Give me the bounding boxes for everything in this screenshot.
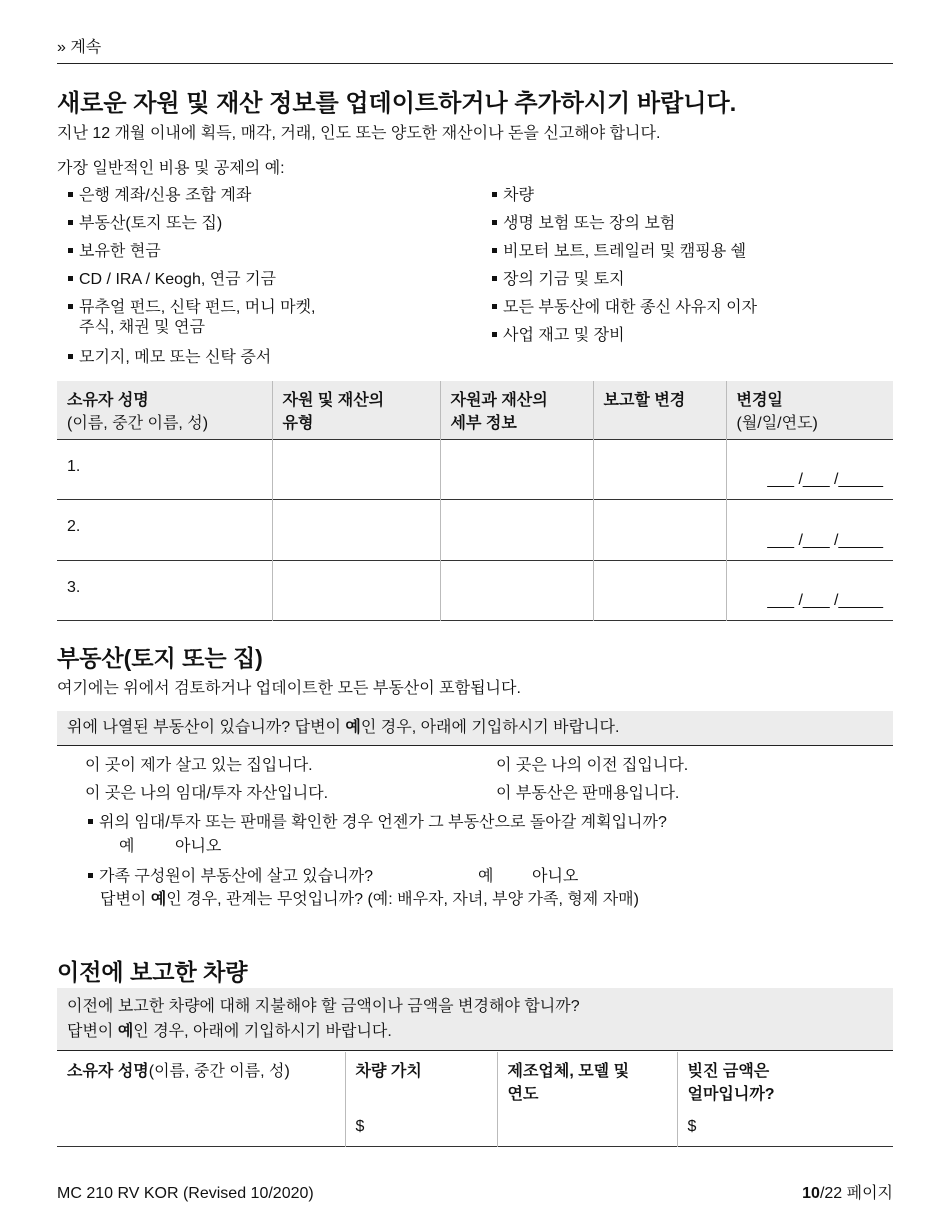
return-no[interactable]: 아니오 xyxy=(175,838,222,855)
header-change: 보고할 변경 xyxy=(593,381,726,440)
details-cell[interactable] xyxy=(440,500,593,561)
intro-text: 지난 12 개월 이내에 획득, 매각, 거래, 인도 또는 양도한 재산이나 돈을 신고해야 합니다. xyxy=(57,125,661,142)
examples-label: 가장 일반적인 비용 및 공제의 예: xyxy=(57,160,285,177)
owner-name-cell[interactable]: 소유자 성명(이름, 중간 이름, 성) xyxy=(67,1063,290,1080)
table-row xyxy=(57,500,893,561)
vehicle-question: 이전에 보고한 차량에 대해 지불해야 할 금액이나 금액을 변경해야 합니까? 답변이 예인 경우, 아래에 기입하시기 바랍니다. xyxy=(57,988,893,1051)
form-id: MC 210 RV KOR (Revised 10/2020) xyxy=(57,1185,314,1202)
table-header-row xyxy=(57,381,893,440)
intro-text: 여기에는 위에서 검토하거나 업데이트한 모든 부동산이 포함됩니다. xyxy=(57,680,521,697)
option-rental[interactable]: 이 곳은 나의 임대/투자 자산입니다. xyxy=(85,785,329,802)
option-for-sale[interactable]: 이 부동산은 판매용입니다. xyxy=(496,785,680,802)
list-item: 생명 보험 또는 장의 보험 xyxy=(492,214,892,242)
header-details: 자원과 재산의 세부 정보 xyxy=(440,381,593,440)
return-question: 위의 임대/투자 또는 판매를 확인한 경우 언젠가 그 부동산으로 돌아갈 계획입니까? xyxy=(88,813,667,833)
examples-list-left xyxy=(68,186,488,376)
list-item: 장의 기금 및 토지 xyxy=(492,270,892,298)
option-former-home[interactable]: 이 곳은 나의 이전 집입니다. xyxy=(496,757,689,774)
relationship-question: 답변이 예인 경우, 관계는 무엇입니까? (예: 배우자, 자녀, 부양 가족, 형제 자매) xyxy=(100,891,639,908)
property-question: 위에 나열된 부동산이 있습니까? 답변이 예인 경우, 아래에 기입하시기 바랍니다. xyxy=(57,711,893,746)
dollar-sign: $ xyxy=(687,1117,697,1135)
row-number: 2. xyxy=(67,518,81,535)
table-row xyxy=(57,1052,893,1146)
table-row xyxy=(57,440,893,500)
type-cell[interactable] xyxy=(272,440,440,500)
family-no[interactable]: 아니오 xyxy=(532,868,579,885)
date-field[interactable]: ___ /___ /_____ xyxy=(726,561,893,621)
table-row xyxy=(57,561,893,621)
list-item: 사업 재고 및 장비 xyxy=(492,326,892,354)
change-cell[interactable] xyxy=(593,500,726,561)
dollar-sign: $ xyxy=(355,1117,365,1135)
list-item: 모기지, 메모 또는 신탁 증서 xyxy=(68,348,488,376)
amount-owed-cell[interactable]: 빚진 금액은 얼마입니까? $ xyxy=(677,1052,893,1146)
details-cell[interactable] xyxy=(440,561,593,621)
details-cell[interactable] xyxy=(440,440,593,500)
family-yes[interactable]: 예 xyxy=(478,868,494,885)
list-item: 은행 계좌/신용 조합 계좌 xyxy=(68,186,488,214)
divider xyxy=(57,63,893,64)
header-type: 자원 및 재산의 유형 xyxy=(272,381,440,440)
page-number: 10/22 페이지 xyxy=(802,1185,893,1202)
section-title: 새로운 자원 및 재산 정보를 업데이트하거나 추가하시기 바랍니다. xyxy=(57,90,737,117)
row-number: 1. xyxy=(67,458,81,475)
header-owner: 소유자 성명 (이름, 중간 이름, 성) xyxy=(67,392,209,432)
section-title: 이전에 보고한 차량 xyxy=(57,959,248,985)
vehicle-value-cell[interactable]: 차량 가치 $ xyxy=(345,1052,497,1146)
vehicle-table xyxy=(57,1052,893,1147)
list-item: 부동산(토지 또는 집) xyxy=(68,214,488,242)
make-model-cell[interactable]: 제조업체, 모델 및 연도 xyxy=(497,1052,677,1146)
option-current-home[interactable]: 이 곳이 제가 살고 있는 집입니다. xyxy=(85,757,313,774)
list-item: 비모터 보트, 트레일러 및 캠핑용 쉘 xyxy=(492,242,892,270)
type-cell[interactable] xyxy=(272,561,440,621)
examples-list-right xyxy=(492,186,892,354)
list-item: 모든 부동산에 대한 종신 사유지 이자 xyxy=(492,298,892,326)
header-date: 변경일 (월/일/연도) xyxy=(726,381,893,440)
change-cell[interactable] xyxy=(593,440,726,500)
list-item: 보유한 현금 xyxy=(68,242,488,270)
family-question: 가족 구성원이 부동산에 살고 있습니까? xyxy=(88,867,373,887)
section-title: 부동산(토지 또는 집) xyxy=(57,645,263,671)
return-yes[interactable]: 예 xyxy=(119,838,135,855)
change-cell[interactable] xyxy=(593,561,726,621)
list-item: 뮤추얼 펀드, 신탁 펀드, 머니 마켓, 주식, 채권 및 연금 xyxy=(68,298,488,348)
continued-label: » 계속 xyxy=(57,39,102,56)
row-number: 3. xyxy=(67,579,81,596)
resources-table xyxy=(57,381,893,621)
list-item: CD / IRA / Keogh, 연금 기금 xyxy=(68,270,488,298)
date-field[interactable]: ___ /___ /_____ xyxy=(726,500,893,561)
date-field[interactable]: ___ /___ /_____ xyxy=(726,440,893,500)
list-item: 차량 xyxy=(492,186,892,214)
type-cell[interactable] xyxy=(272,500,440,561)
